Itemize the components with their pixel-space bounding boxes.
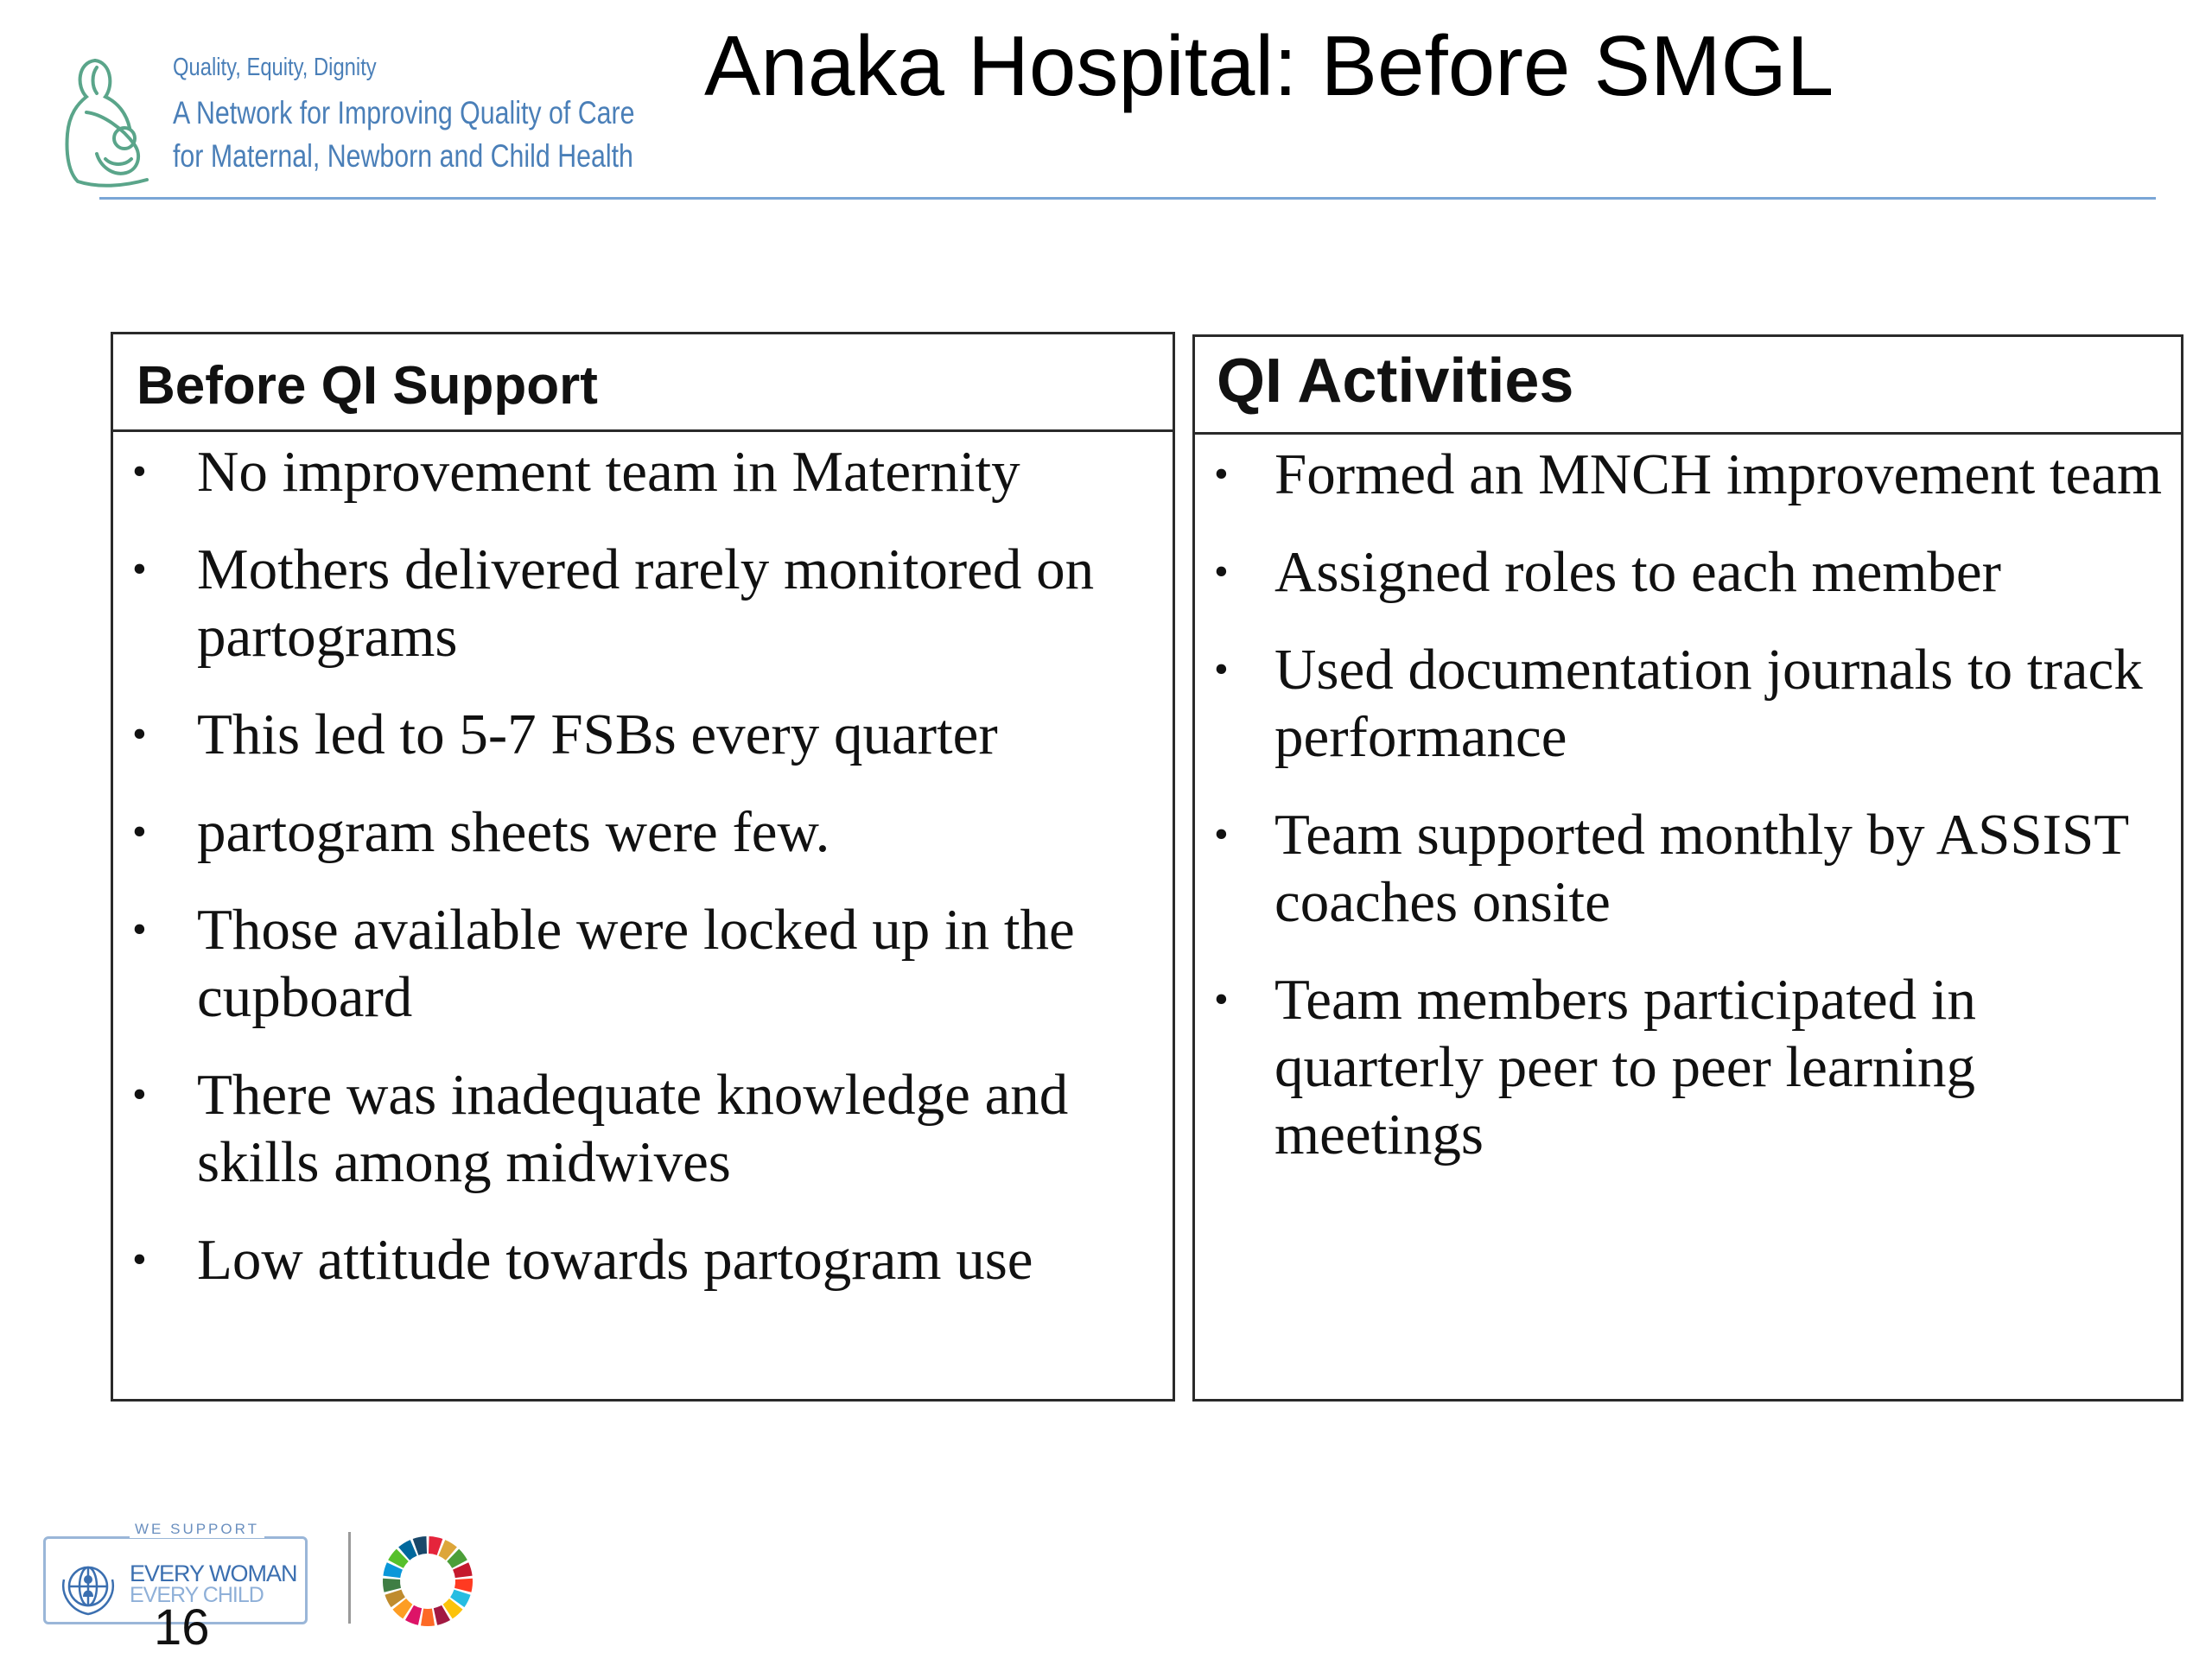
list-item-text: Mothers delivered rarely monitored on partograms bbox=[197, 537, 1095, 669]
list-item-text: Team supported monthly by ASSIST coaches onsite bbox=[1274, 803, 2128, 934]
before-qi-support-box bbox=[111, 332, 1175, 1402]
bullet-icon: • bbox=[132, 546, 147, 592]
ewec-line2: EVERY CHILD bbox=[130, 1583, 264, 1607]
header-rule bbox=[99, 197, 2156, 200]
list-item bbox=[113, 536, 1173, 671]
footer-divider bbox=[348, 1532, 351, 1624]
list-item bbox=[1195, 636, 2181, 771]
before-qi-support-heading: Before QI Support bbox=[113, 334, 1173, 432]
list-item bbox=[113, 701, 1173, 768]
list-item bbox=[1195, 441, 2181, 508]
list-item-text: Assigned roles to each member bbox=[1274, 540, 2001, 604]
bullet-icon: • bbox=[132, 1071, 147, 1117]
qi-activities-box bbox=[1192, 334, 2183, 1402]
list-item bbox=[113, 438, 1173, 505]
bullet-icon: • bbox=[1214, 976, 1229, 1022]
bullet-icon: • bbox=[132, 906, 147, 952]
slide-title: Anaka Hospital: Before SMGL bbox=[704, 18, 1834, 113]
list-item-text: Formed an MNCH improvement team bbox=[1274, 442, 2163, 506]
sdg-wheel-icon bbox=[380, 1534, 475, 1629]
list-item-text: There was inadequate knowledge and skills among midwives bbox=[197, 1063, 1069, 1194]
tagline-line2: A Network for Improving Quality of Care bbox=[173, 95, 635, 130]
qed-network-logo bbox=[52, 52, 674, 190]
tagline-line1: Quality, Equity, Dignity bbox=[173, 54, 377, 81]
before-qi-support-list bbox=[113, 432, 1173, 1294]
ewec-we-support: WE SUPPORT bbox=[130, 1521, 264, 1538]
list-item-text: Those available were locked up in the cupboard bbox=[197, 898, 1075, 1029]
list-item bbox=[1195, 966, 2181, 1168]
qi-activities-heading: QI Activities bbox=[1195, 337, 2181, 435]
sdg-segment bbox=[383, 1579, 401, 1592]
list-item-text: No improvement team in Maternity bbox=[197, 440, 1020, 504]
bullet-icon: • bbox=[1214, 811, 1229, 857]
list-item-text: partogram sheets were few. bbox=[197, 800, 830, 864]
list-item bbox=[1195, 801, 2181, 936]
list-item-text: Low attitude towards partogram use bbox=[197, 1228, 1033, 1292]
bullet-icon: • bbox=[1214, 549, 1229, 594]
qi-activities-list bbox=[1195, 435, 2181, 1168]
list-item bbox=[113, 798, 1173, 866]
tagline-line3: for Maternal, Newborn and Child Health bbox=[173, 138, 633, 174]
list-item bbox=[113, 896, 1173, 1031]
list-item-text: Team members participated in quarterly peer to peer learning meetings bbox=[1274, 968, 1977, 1166]
bullet-icon: • bbox=[132, 448, 147, 494]
sdg-segment bbox=[421, 1609, 435, 1626]
bullet-icon: • bbox=[132, 809, 147, 855]
bullet-icon: • bbox=[132, 1236, 147, 1282]
un-globe-icon bbox=[55, 1554, 121, 1619]
mother-child-logo-icon bbox=[52, 52, 156, 190]
list-item bbox=[113, 1226, 1173, 1294]
bullet-icon: • bbox=[1214, 646, 1229, 692]
list-item bbox=[113, 1061, 1173, 1196]
list-item-text: Used documentation journals to track performance bbox=[1274, 638, 2143, 769]
bullet-icon: • bbox=[132, 711, 147, 757]
bullet-icon: • bbox=[1214, 451, 1229, 497]
sdg-segment bbox=[454, 1579, 473, 1592]
list-item-text: This led to 5-7 FSBs every quarter bbox=[197, 702, 998, 766]
page-number: 16 bbox=[154, 1599, 210, 1656]
ewec-line1: EVERY WOMAN bbox=[130, 1560, 297, 1586]
list-item bbox=[1195, 538, 2181, 606]
